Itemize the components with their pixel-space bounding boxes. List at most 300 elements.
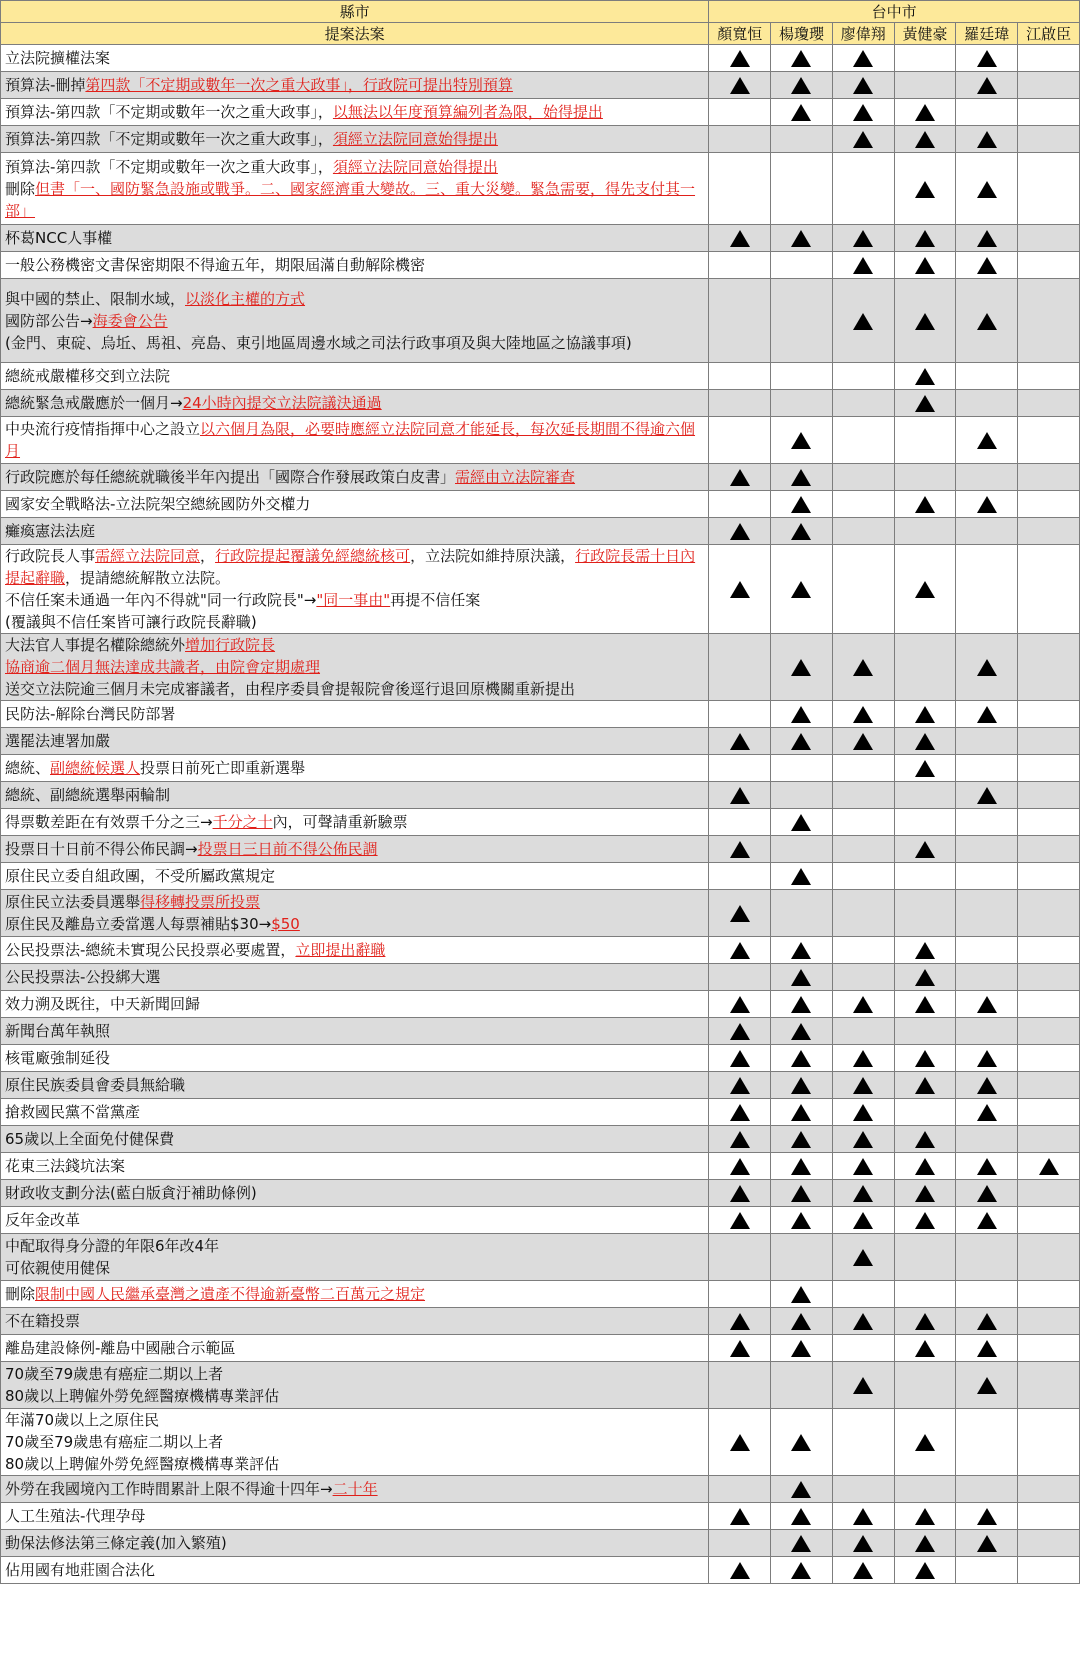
proposal-text: 年滿70歲以上之原住民 bbox=[5, 1411, 160, 1429]
triangle-mark-icon bbox=[791, 230, 811, 247]
proposal-text: 中配取得身分證的年限6年改4年 bbox=[5, 1237, 220, 1255]
support-cell bbox=[956, 1335, 1018, 1362]
support-cell bbox=[956, 45, 1018, 72]
support-cell bbox=[1018, 1072, 1080, 1099]
support-cell bbox=[956, 1018, 1018, 1045]
proposal-text: 總統、 bbox=[5, 759, 51, 777]
table-row bbox=[1, 126, 1080, 153]
proposal-line bbox=[5, 1559, 704, 1581]
triangle-mark-icon bbox=[730, 1434, 750, 1451]
support-cell bbox=[1018, 809, 1080, 836]
proposal-highlight-text: 千分之十 bbox=[212, 813, 273, 831]
support-cell bbox=[1018, 1530, 1080, 1557]
proposal-cell bbox=[1, 1018, 709, 1045]
proposal-line bbox=[5, 966, 704, 988]
triangle-mark-icon bbox=[791, 1131, 811, 1148]
proposal-column-header: 提案法案 bbox=[1, 23, 709, 45]
table-row bbox=[1, 728, 1080, 755]
support-cell bbox=[956, 1072, 1018, 1099]
triangle-mark-icon bbox=[853, 1050, 873, 1067]
support-cell bbox=[1018, 1018, 1080, 1045]
support-cell bbox=[956, 728, 1018, 755]
support-cell bbox=[956, 363, 1018, 390]
proposal-text: 動保法修法第三條定義(加入繁殖) bbox=[5, 1534, 227, 1552]
proposal-highlight-text: 限制中國人民繼承臺灣之遺產不得逾新臺幣二百萬元之規定 bbox=[35, 1285, 426, 1303]
triangle-mark-icon bbox=[791, 1185, 811, 1202]
table-row bbox=[1, 153, 1080, 225]
triangle-mark-icon bbox=[853, 1104, 873, 1121]
proposal-cell bbox=[1, 417, 709, 464]
table-row bbox=[1, 279, 1080, 363]
support-cell bbox=[709, 1126, 771, 1153]
proposal-cell bbox=[1, 363, 709, 390]
support-cell bbox=[709, 937, 771, 964]
proposal-text: 原住民族委員會委員無給職 bbox=[5, 1076, 186, 1094]
support-cell bbox=[832, 1281, 894, 1308]
proposal-text: ， bbox=[200, 547, 216, 565]
proposal-cell bbox=[1, 809, 709, 836]
proposal-text: 行政院長人事 bbox=[5, 547, 96, 565]
triangle-mark-icon bbox=[791, 469, 811, 486]
triangle-mark-icon bbox=[1039, 1158, 1059, 1175]
triangle-mark-icon bbox=[853, 1158, 873, 1175]
support-cell bbox=[1018, 1153, 1080, 1180]
support-cell bbox=[709, 1557, 771, 1584]
table-row bbox=[1, 1530, 1080, 1557]
support-cell bbox=[894, 937, 956, 964]
proposal-text: 總統緊急戒嚴應於一個月→ bbox=[5, 394, 183, 412]
proposal-text: 人工生殖法-代理孕母 bbox=[5, 1507, 146, 1525]
support-cell bbox=[1018, 755, 1080, 782]
triangle-mark-icon bbox=[791, 969, 811, 986]
triangle-mark-icon bbox=[853, 1131, 873, 1148]
proposal-text: 立法院擴權法案 bbox=[5, 49, 111, 67]
support-cell bbox=[1018, 1362, 1080, 1409]
proposal-line bbox=[5, 1182, 704, 1204]
proposal-line bbox=[5, 178, 704, 222]
table-row bbox=[1, 809, 1080, 836]
support-cell bbox=[1018, 937, 1080, 964]
support-cell bbox=[832, 863, 894, 890]
table-row bbox=[1, 1018, 1080, 1045]
support-cell bbox=[832, 1126, 894, 1153]
support-cell bbox=[771, 937, 833, 964]
support-cell bbox=[832, 153, 894, 225]
triangle-mark-icon bbox=[791, 496, 811, 513]
triangle-mark-icon bbox=[853, 1185, 873, 1202]
support-cell bbox=[832, 991, 894, 1018]
proposal-line bbox=[5, 611, 704, 633]
support-cell bbox=[956, 809, 1018, 836]
support-cell bbox=[709, 72, 771, 99]
table-row bbox=[1, 991, 1080, 1018]
proposal-line bbox=[5, 865, 704, 887]
support-cell bbox=[1018, 964, 1080, 991]
support-cell bbox=[1018, 225, 1080, 252]
triangle-mark-icon bbox=[915, 104, 935, 121]
support-cell bbox=[832, 252, 894, 279]
support-cell bbox=[771, 1234, 833, 1281]
proposal-line bbox=[5, 784, 704, 806]
triangle-mark-icon bbox=[730, 77, 750, 94]
support-cell bbox=[894, 728, 956, 755]
support-cell bbox=[956, 1557, 1018, 1584]
proposal-line bbox=[5, 811, 704, 833]
triangle-mark-icon bbox=[915, 181, 935, 198]
support-cell bbox=[956, 1180, 1018, 1207]
proposal-cell bbox=[1, 1409, 709, 1476]
support-cell bbox=[709, 964, 771, 991]
support-cell bbox=[1018, 863, 1080, 890]
triangle-mark-icon bbox=[915, 760, 935, 777]
proposal-text: 送交立法院逾三個月未完成審議者，由程序委員會提報院會後逕行退回原機關重新提出 bbox=[5, 680, 576, 698]
support-cell bbox=[832, 1045, 894, 1072]
triangle-mark-icon bbox=[977, 1508, 997, 1525]
support-cell bbox=[832, 225, 894, 252]
support-cell bbox=[894, 126, 956, 153]
proposal-cell bbox=[1, 863, 709, 890]
triangle-mark-icon bbox=[853, 313, 873, 330]
support-cell bbox=[832, 545, 894, 634]
legislator-header: 羅廷瑋 bbox=[956, 23, 1018, 45]
triangle-mark-icon bbox=[915, 313, 935, 330]
triangle-mark-icon bbox=[791, 581, 811, 598]
support-cell bbox=[956, 279, 1018, 363]
triangle-mark-icon bbox=[791, 1434, 811, 1451]
proposal-line bbox=[5, 1385, 704, 1407]
triangle-mark-icon bbox=[977, 787, 997, 804]
proposal-line bbox=[5, 656, 704, 678]
proposal-cell bbox=[1, 1099, 709, 1126]
support-cell bbox=[1018, 1045, 1080, 1072]
proposal-text: 搶救國民黨不當黨產 bbox=[5, 1103, 141, 1121]
support-cell bbox=[709, 701, 771, 728]
support-cell bbox=[709, 491, 771, 518]
support-cell bbox=[894, 45, 956, 72]
triangle-mark-icon bbox=[977, 50, 997, 67]
support-cell bbox=[1018, 252, 1080, 279]
triangle-mark-icon bbox=[791, 996, 811, 1013]
support-cell bbox=[832, 1207, 894, 1234]
support-cell bbox=[709, 728, 771, 755]
proposal-line bbox=[5, 156, 704, 178]
proposal-text: 不信任案未通過一年內不得就"同一行政院長"→ bbox=[5, 591, 317, 609]
proposal-text: 外勞在我國境內工作時間累計上限不得逾十四年→ bbox=[5, 1480, 333, 1498]
triangle-mark-icon bbox=[977, 1077, 997, 1094]
proposal-cell bbox=[1, 1207, 709, 1234]
triangle-mark-icon bbox=[853, 1562, 873, 1579]
support-cell bbox=[894, 890, 956, 937]
legislator-header: 顏寬恒 bbox=[709, 23, 771, 45]
support-cell bbox=[771, 782, 833, 809]
proposal-highlight-text: 行政院提起覆議免經總統核可 bbox=[215, 547, 411, 565]
support-cell bbox=[832, 1409, 894, 1476]
support-cell bbox=[832, 126, 894, 153]
proposal-cell bbox=[1, 701, 709, 728]
support-cell bbox=[956, 863, 1018, 890]
support-cell bbox=[832, 1557, 894, 1584]
proposal-highlight-text: 以無法以年度預算編列者為限，始得提出 bbox=[332, 103, 603, 121]
proposal-highlight-text: 得移轉投票所投票 bbox=[140, 893, 261, 911]
support-cell bbox=[709, 390, 771, 417]
support-cell bbox=[956, 252, 1018, 279]
support-cell bbox=[832, 634, 894, 701]
table-row bbox=[1, 701, 1080, 728]
support-cell bbox=[709, 363, 771, 390]
proposal-text: 國防部公告→ bbox=[5, 311, 93, 330]
proposal-highlight-text: 增加行政院長 bbox=[185, 636, 276, 654]
support-cell bbox=[956, 1153, 1018, 1180]
triangle-mark-icon bbox=[730, 1104, 750, 1121]
triangle-mark-icon bbox=[853, 1313, 873, 1330]
proposal-line bbox=[5, 418, 704, 462]
triangle-mark-icon bbox=[791, 1313, 811, 1330]
proposal-line bbox=[5, 757, 704, 779]
support-cell bbox=[771, 1018, 833, 1045]
triangle-mark-icon bbox=[791, 868, 811, 885]
support-cell bbox=[832, 363, 894, 390]
support-cell bbox=[709, 863, 771, 890]
triangle-mark-icon bbox=[977, 313, 997, 330]
table-row bbox=[1, 99, 1080, 126]
proposal-cell bbox=[1, 464, 709, 491]
triangle-mark-icon bbox=[791, 1481, 811, 1498]
proposal-text: 核電廠強制延役 bbox=[5, 1049, 111, 1067]
triangle-mark-icon bbox=[915, 1158, 935, 1175]
support-cell bbox=[1018, 634, 1080, 701]
support-cell bbox=[709, 1476, 771, 1503]
support-cell bbox=[709, 1503, 771, 1530]
triangle-mark-icon bbox=[915, 969, 935, 986]
support-cell bbox=[894, 1308, 956, 1335]
proposal-cell bbox=[1, 755, 709, 782]
support-cell bbox=[894, 1281, 956, 1308]
proposal-text: 可依親使用健保 bbox=[5, 1259, 111, 1277]
support-cell bbox=[832, 279, 894, 363]
triangle-mark-icon bbox=[977, 257, 997, 274]
support-cell bbox=[709, 755, 771, 782]
support-cell bbox=[771, 836, 833, 863]
support-cell bbox=[832, 890, 894, 937]
support-cell bbox=[771, 890, 833, 937]
legislator-header: 廖偉翔 bbox=[832, 23, 894, 45]
support-cell bbox=[894, 1362, 956, 1409]
triangle-mark-icon bbox=[791, 1212, 811, 1229]
proposal-cell bbox=[1, 45, 709, 72]
triangle-mark-icon bbox=[977, 496, 997, 513]
triangle-mark-icon bbox=[977, 996, 997, 1013]
triangle-mark-icon bbox=[730, 1050, 750, 1067]
support-cell bbox=[832, 464, 894, 491]
support-cell bbox=[894, 1335, 956, 1362]
triangle-mark-icon bbox=[853, 659, 873, 676]
support-cell bbox=[771, 1045, 833, 1072]
support-cell bbox=[832, 45, 894, 72]
support-cell bbox=[832, 1153, 894, 1180]
triangle-mark-icon bbox=[730, 1313, 750, 1330]
proposal-line bbox=[5, 520, 704, 542]
proposal-text: ，立法院如維持原決議， bbox=[410, 547, 576, 565]
support-cell bbox=[894, 99, 956, 126]
table-row bbox=[1, 1281, 1080, 1308]
proposal-text: 與中國的禁止、限制水域， bbox=[5, 289, 186, 308]
proposal-line bbox=[5, 1310, 704, 1332]
proposal-cell bbox=[1, 634, 709, 701]
proposal-text: 再提不信任案 bbox=[390, 591, 481, 609]
support-cell bbox=[1018, 99, 1080, 126]
support-cell bbox=[771, 417, 833, 464]
proposal-line bbox=[5, 1409, 704, 1431]
proposal-cell bbox=[1, 890, 709, 937]
triangle-mark-icon bbox=[977, 1050, 997, 1067]
support-cell bbox=[832, 1234, 894, 1281]
proposal-text: 投票日前死亡即重新選舉 bbox=[140, 759, 306, 777]
triangle-mark-icon bbox=[791, 1508, 811, 1525]
support-cell bbox=[709, 634, 771, 701]
triangle-mark-icon bbox=[853, 131, 873, 148]
support-cell bbox=[832, 1308, 894, 1335]
support-cell bbox=[771, 1335, 833, 1362]
support-cell bbox=[771, 72, 833, 99]
table-row bbox=[1, 937, 1080, 964]
support-cell bbox=[894, 390, 956, 417]
triangle-mark-icon bbox=[977, 1212, 997, 1229]
support-cell bbox=[956, 634, 1018, 701]
support-cell bbox=[771, 225, 833, 252]
triangle-mark-icon bbox=[730, 581, 750, 598]
triangle-mark-icon bbox=[915, 1212, 935, 1229]
proposal-text: 大法官人事提名權除總統外 bbox=[5, 636, 186, 654]
triangle-mark-icon bbox=[791, 432, 811, 449]
table-row bbox=[1, 1503, 1080, 1530]
support-cell bbox=[709, 1530, 771, 1557]
support-cell bbox=[956, 1362, 1018, 1409]
support-cell bbox=[1018, 728, 1080, 755]
proposal-line bbox=[5, 493, 704, 515]
support-cell bbox=[1018, 1308, 1080, 1335]
support-cell bbox=[1018, 701, 1080, 728]
support-cell bbox=[956, 126, 1018, 153]
proposal-line bbox=[5, 1257, 704, 1279]
support-cell bbox=[1018, 1503, 1080, 1530]
support-cell bbox=[894, 545, 956, 634]
support-cell bbox=[1018, 153, 1080, 225]
triangle-mark-icon bbox=[915, 996, 935, 1013]
triangle-mark-icon bbox=[730, 1212, 750, 1229]
proposal-line bbox=[5, 466, 704, 488]
proposal-cell bbox=[1, 728, 709, 755]
support-cell bbox=[709, 836, 771, 863]
triangle-mark-icon bbox=[915, 1535, 935, 1552]
support-cell bbox=[709, 890, 771, 937]
support-cell bbox=[894, 491, 956, 518]
support-cell bbox=[771, 363, 833, 390]
table-row bbox=[1, 518, 1080, 545]
proposal-cell bbox=[1, 1153, 709, 1180]
support-cell bbox=[956, 417, 1018, 464]
triangle-mark-icon bbox=[915, 257, 935, 274]
triangle-mark-icon bbox=[977, 230, 997, 247]
support-cell bbox=[894, 363, 956, 390]
support-cell bbox=[709, 1180, 771, 1207]
triangle-mark-icon bbox=[791, 1077, 811, 1094]
support-cell bbox=[709, 45, 771, 72]
support-cell bbox=[956, 1308, 1018, 1335]
triangle-mark-icon bbox=[915, 1340, 935, 1357]
support-cell bbox=[894, 153, 956, 225]
proposal-line bbox=[5, 678, 704, 700]
support-cell bbox=[832, 836, 894, 863]
proposal-line bbox=[5, 1020, 704, 1042]
triangle-mark-icon bbox=[853, 1508, 873, 1525]
proposal-highlight-text: 需經立法院同意 bbox=[95, 547, 201, 565]
support-cell bbox=[832, 518, 894, 545]
triangle-mark-icon bbox=[915, 733, 935, 750]
support-cell bbox=[832, 782, 894, 809]
table-row bbox=[1, 1126, 1080, 1153]
support-cell bbox=[709, 126, 771, 153]
triangle-mark-icon bbox=[915, 230, 935, 247]
proposal-cell bbox=[1, 279, 709, 363]
support-cell bbox=[709, 1281, 771, 1308]
table-row bbox=[1, 1099, 1080, 1126]
table-row bbox=[1, 1557, 1080, 1584]
support-cell bbox=[832, 1476, 894, 1503]
proposal-cell bbox=[1, 937, 709, 964]
support-cell bbox=[771, 45, 833, 72]
support-cell bbox=[1018, 417, 1080, 464]
support-cell bbox=[709, 1362, 771, 1409]
support-cell bbox=[894, 634, 956, 701]
triangle-mark-icon bbox=[791, 733, 811, 750]
triangle-mark-icon bbox=[730, 1131, 750, 1148]
table-row bbox=[1, 1153, 1080, 1180]
triangle-mark-icon bbox=[853, 257, 873, 274]
support-cell bbox=[894, 1045, 956, 1072]
support-cell bbox=[956, 153, 1018, 225]
triangle-mark-icon bbox=[977, 1535, 997, 1552]
support-cell bbox=[709, 809, 771, 836]
support-cell bbox=[709, 1234, 771, 1281]
header-row-names bbox=[1, 23, 1080, 45]
support-cell bbox=[771, 252, 833, 279]
support-cell bbox=[894, 836, 956, 863]
support-cell bbox=[956, 491, 1018, 518]
proposal-line bbox=[5, 730, 704, 752]
support-cell bbox=[956, 1234, 1018, 1281]
proposal-line bbox=[5, 589, 704, 611]
table-row bbox=[1, 863, 1080, 890]
proposal-line bbox=[5, 634, 704, 656]
proposal-text: 預算法-第四款「不定期或數年一次之重大政事」， bbox=[5, 130, 333, 148]
proposal-highlight-text: 以淡化主權的方式 bbox=[185, 289, 306, 308]
proposal-cell bbox=[1, 1530, 709, 1557]
support-cell bbox=[894, 72, 956, 99]
proposal-line bbox=[5, 939, 704, 961]
support-cell bbox=[1018, 45, 1080, 72]
support-cell bbox=[956, 1281, 1018, 1308]
table-row bbox=[1, 1362, 1080, 1409]
triangle-mark-icon bbox=[730, 1508, 750, 1525]
legislator-header: 楊瓊瓔 bbox=[771, 23, 833, 45]
proposal-text: 佔用國有地莊園合法化 bbox=[5, 1561, 156, 1579]
support-cell bbox=[956, 545, 1018, 634]
proposal-cell bbox=[1, 252, 709, 279]
proposal-cell bbox=[1, 1072, 709, 1099]
support-cell bbox=[894, 225, 956, 252]
support-cell bbox=[894, 1557, 956, 1584]
triangle-mark-icon bbox=[853, 50, 873, 67]
